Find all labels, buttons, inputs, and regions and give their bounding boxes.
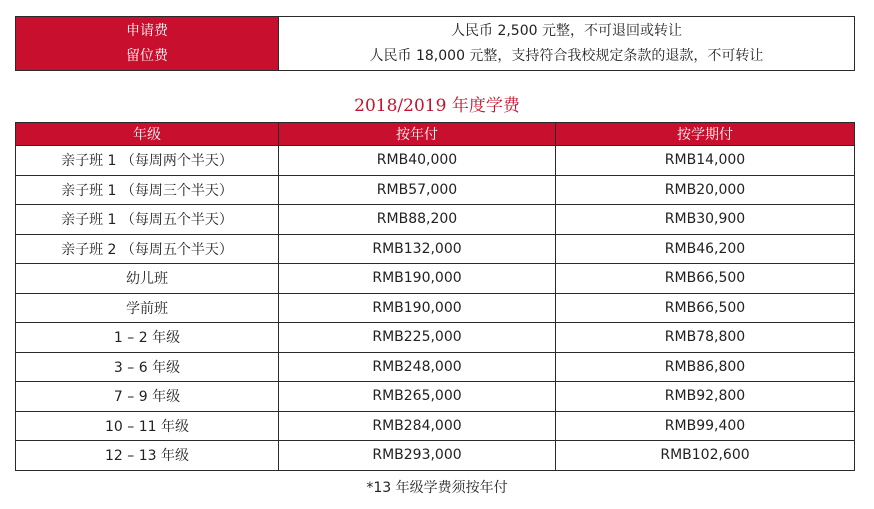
fee-values (279, 17, 855, 71)
table-row (16, 441, 855, 471)
tuition-body (16, 146, 855, 471)
table-row (16, 293, 855, 323)
fee-label-application: 申请费 (126, 22, 168, 39)
semester-fee-cell: RMB66,500 (556, 264, 855, 294)
annual-fee-cell: RMB190,000 (279, 293, 556, 323)
semester-fee-cell: RMB92,800 (556, 382, 855, 412)
grade-cell: 幼儿班 (16, 264, 279, 294)
header-grade: 年级 (16, 123, 279, 146)
grade-cell: 学前班 (16, 293, 279, 323)
grade-cell: 12 – 13 年级 (16, 441, 279, 471)
annual-fee-cell: RMB88,200 (279, 205, 556, 235)
fee-label-deposit: 留位费 (126, 47, 168, 64)
annual-fee-cell: RMB57,000 (279, 175, 556, 205)
semester-fee-cell: RMB86,800 (556, 352, 855, 382)
footnote: *13 年级学费须按年付 (366, 480, 508, 496)
fee-value-deposit: 人民币 18,000 元整，支持符合我校规定条款的退款，不可转让 (369, 47, 764, 64)
fee-row (16, 17, 855, 71)
annual-fee-cell: RMB293,000 (279, 441, 556, 471)
semester-fee-cell: RMB14,000 (556, 146, 855, 176)
annual-fee-cell: RMB265,000 (279, 382, 556, 412)
annual-fee-cell: RMB248,000 (279, 352, 556, 382)
semester-fee-cell: RMB46,200 (556, 234, 855, 264)
table-row (16, 382, 855, 412)
grade-cell: 1 – 2 年级 (16, 323, 279, 353)
grade-cell: 亲子班 2 （每周五个半天） (16, 234, 279, 264)
tuition-header-row (16, 123, 855, 146)
grade-cell: 亲子班 1 （每周两个半天） (16, 146, 279, 176)
fee-labels (16, 17, 279, 71)
table-row (16, 323, 855, 353)
semester-fee-cell: RMB66,500 (556, 293, 855, 323)
table-row (16, 146, 855, 176)
table-row (16, 264, 855, 294)
annual-fee-cell: RMB284,000 (279, 411, 556, 441)
semester-fee-cell: RMB78,800 (556, 323, 855, 353)
semester-fee-cell: RMB30,900 (556, 205, 855, 235)
annual-fee-cell: RMB132,000 (279, 234, 556, 264)
header-annual: 按年付 (279, 123, 556, 146)
table-row (16, 352, 855, 382)
annual-fee-cell: RMB225,000 (279, 323, 556, 353)
grade-cell: 亲子班 1 （每周五个半天） (16, 205, 279, 235)
semester-fee-cell: RMB99,400 (556, 411, 855, 441)
fee-value-application: 人民币 2,500 元整，不可退回或转让 (451, 22, 682, 39)
table-row (16, 411, 855, 441)
tuition-title: 2018/2019 年度学费 (354, 96, 520, 116)
grade-cell: 亲子班 1 （每周三个半天） (16, 175, 279, 205)
semester-fee-cell: RMB20,000 (556, 175, 855, 205)
table-row (16, 234, 855, 264)
grade-cell: 3 – 6 年级 (16, 352, 279, 382)
grade-cell: 10 – 11 年级 (16, 411, 279, 441)
table-row (16, 205, 855, 235)
header-semester: 按学期付 (556, 123, 855, 146)
annual-fee-cell: RMB40,000 (279, 146, 556, 176)
tuition-table (15, 122, 855, 471)
annual-fee-cell: RMB190,000 (279, 264, 556, 294)
table-row (16, 175, 855, 205)
fee-table (15, 16, 855, 71)
semester-fee-cell: RMB102,600 (556, 441, 855, 471)
grade-cell: 7 – 9 年级 (16, 382, 279, 412)
